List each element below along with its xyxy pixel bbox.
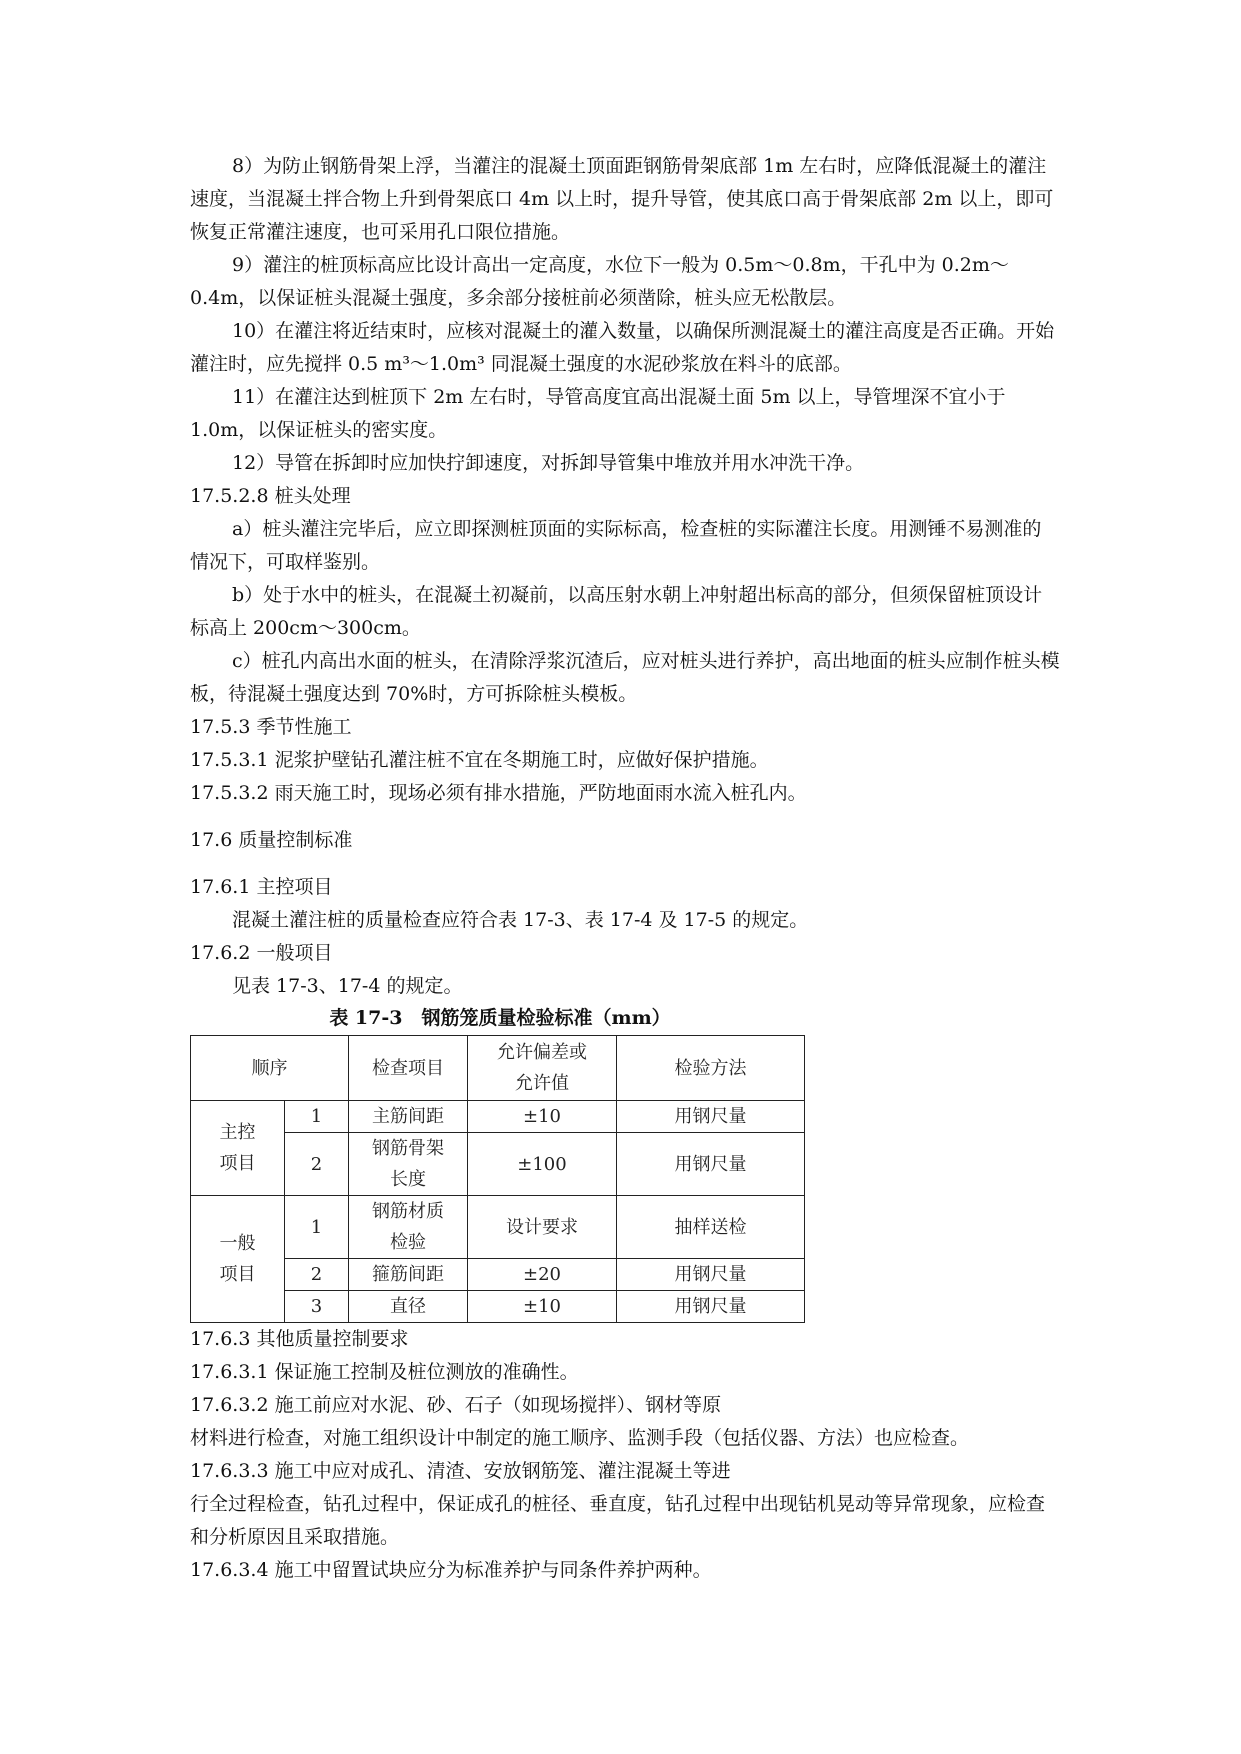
header-order: 顺序: [191, 1036, 349, 1101]
row-method: 用钢尺量: [617, 1133, 805, 1196]
row-item: 箍筋间距: [349, 1259, 468, 1291]
row-item: 主筋间距: [349, 1101, 468, 1133]
row-item-line1: 钢筋材质: [372, 1201, 444, 1222]
table-caption: 表 17-3 钢筋笼质量检验标准（mm）: [329, 1007, 671, 1029]
paragraph-9: 9）灌注的桩顶标高应比设计高出一定高度，水位下一般为 0.5m～0.8m，干孔中为 0.2m～0.4m，以保证桩头混凝土强度，多余部分接桩前必须凿除，桩头应无松散层。: [190, 254, 1009, 309]
table-header-row: [191, 1036, 805, 1101]
group-general: [191, 1196, 285, 1323]
row-no: 2: [285, 1133, 349, 1196]
paragraph-10: 10）在灌注将近结束时，应核对混凝土的灌入数量，以确保所测混凝土的灌注高度是否正确。开始灌注时，应先搅拌 0.5 m³～1.0m³ 同混凝土强度的水泥砂浆放在料斗的底部。: [190, 320, 1055, 375]
document-page: [190, 150, 1060, 1587]
header-item: 检查项目: [349, 1036, 468, 1101]
paragraph-11: 11）在灌注达到桩顶下 2m 左右时，导管高度宜高出混凝土面 5m 以上，导管埋深不宜小于 1.0m，以保证桩头的密实度。: [190, 386, 1012, 441]
heading-17-6-1: 17.6.1 主控项目: [190, 876, 333, 898]
group-main-line2: 项目: [219, 1153, 256, 1174]
heading-17-6: 17.6 质量控制标准: [190, 829, 353, 851]
paragraph-12: 12）导管在拆卸时应加快拧卸速度，对拆卸导管集中堆放并用水冲洗干净。: [232, 452, 865, 474]
heading-17-6-2: 17.6.2 一般项目: [190, 942, 333, 964]
quality-table: [190, 1035, 805, 1323]
paragraph-a: a）桩头灌注完毕后，应立即探测桩顶面的实际标高，检查桩的实际灌注长度。用测锤不易测准的情况下，可取样鉴别。: [190, 518, 1042, 573]
paragraph-17-6-3-1: 17.6.3.1 保证施工控制及桩位测放的准确性。: [190, 1361, 579, 1383]
row-method: 用钢尺量: [617, 1101, 805, 1133]
row-item: [349, 1196, 468, 1259]
paragraph-17-6-1: 混凝土灌注桩的质量检查应符合表 17-3、表 17-4 及 17-5 的规定。: [232, 909, 809, 931]
row-method: 用钢尺量: [617, 1259, 805, 1291]
paragraph-17-6-3-4: 17.6.3.4 施工中留置试块应分为标准养护与同条件养护两种。: [190, 1559, 712, 1581]
row-item-line2: 检验: [390, 1232, 426, 1253]
row-item: [349, 1133, 468, 1196]
row-tolerance: ±10: [468, 1291, 617, 1323]
paragraph-17-6-3-2-line1: 17.6.3.2 施工前应对水泥、砂、石子（如现场搅拌）、钢材等原: [190, 1394, 722, 1416]
group-general-line1: 一般: [219, 1233, 256, 1254]
paragraph-17-6-3-2-line2: 材料进行检查，对施工组织设计中制定的施工顺序、监测手段（包括仪器、方法）也应检查。: [190, 1427, 970, 1449]
header-tolerance: [468, 1036, 617, 1101]
paragraph-17-6-2: 见表 17-3、17-4 的规定。: [232, 975, 463, 997]
heading-17-5-2-8: 17.5.2.8 桩头处理: [190, 485, 351, 507]
row-item-line1: 钢筋骨架: [372, 1138, 444, 1159]
row-no: 1: [285, 1196, 349, 1259]
paragraph-8: 8）为防止钢筋骨架上浮，当灌注的混凝土顶面距钢筋骨架底部 1m 左右时，应降低混凝土的灌注速度，当混凝土拌合物上升到骨架底口 4m 以上时，提升导管，使其底口高于骨架底部 2m 以上，即可恢复正常灌注速度，也可采用孔口限位措施。: [190, 155, 1054, 243]
row-no: 3: [285, 1291, 349, 1323]
heading-17-6-3: 17.6.3 其他质量控制要求: [190, 1328, 409, 1350]
paragraph-17-6-3-3-line2: 行全过程检查，钻孔过程中，保证成孔的桩径、垂直度，钻孔过程中出现钻机晃动等异常现象，应检查和分析原因且采取措施。: [190, 1493, 1046, 1548]
table-row: [191, 1101, 805, 1133]
group-general-line2: 项目: [219, 1264, 256, 1285]
header-tolerance-line1: 允许偏差或: [497, 1042, 587, 1063]
paragraph-17-5-3-1: 17.5.3.1 泥浆护壁钻孔灌注桩不宜在冬期施工时，应做好保护措施。: [190, 749, 769, 771]
heading-17-5-3: 17.5.3 季节性施工: [190, 716, 352, 738]
paragraph-b: b）处于水中的桩头，在混凝土初凝前，以高压射水朝上冲射超出标高的部分，但须保留桩顶设计标高上 200cm～300cm。: [190, 584, 1043, 639]
row-tolerance: 设计要求: [468, 1196, 617, 1259]
group-main-line1: 主控: [219, 1122, 256, 1143]
group-main: [191, 1101, 285, 1196]
table-row: [191, 1196, 805, 1259]
header-tolerance-line2: 允许值: [515, 1073, 569, 1094]
row-no: 1: [285, 1101, 349, 1133]
row-tolerance: ±20: [468, 1259, 617, 1291]
row-item-line2: 长度: [390, 1169, 426, 1190]
paragraph-c: c）桩孔内高出水面的桩头，在清除浮浆沉渣后，应对桩头进行养护，高出地面的桩头应制作桩头模板，待混凝土强度达到 70%时，方可拆除桩头模板。: [190, 650, 1060, 705]
row-method: 用钢尺量: [617, 1291, 805, 1323]
row-method: 抽样送检: [617, 1196, 805, 1259]
paragraph-17-5-3-2: 17.5.3.2 雨天施工时，现场必须有排水措施，严防地面雨水流入桩孔内。: [190, 782, 807, 804]
row-item: 直径: [349, 1291, 468, 1323]
header-method: 检验方法: [617, 1036, 805, 1101]
paragraph-17-6-3-3-line1: 17.6.3.3 施工中应对成孔、清渣、安放钢筋笼、灌注混凝土等进: [190, 1460, 731, 1482]
row-tolerance: ±100: [468, 1133, 617, 1196]
row-tolerance: ±10: [468, 1101, 617, 1133]
row-no: 2: [285, 1259, 349, 1291]
